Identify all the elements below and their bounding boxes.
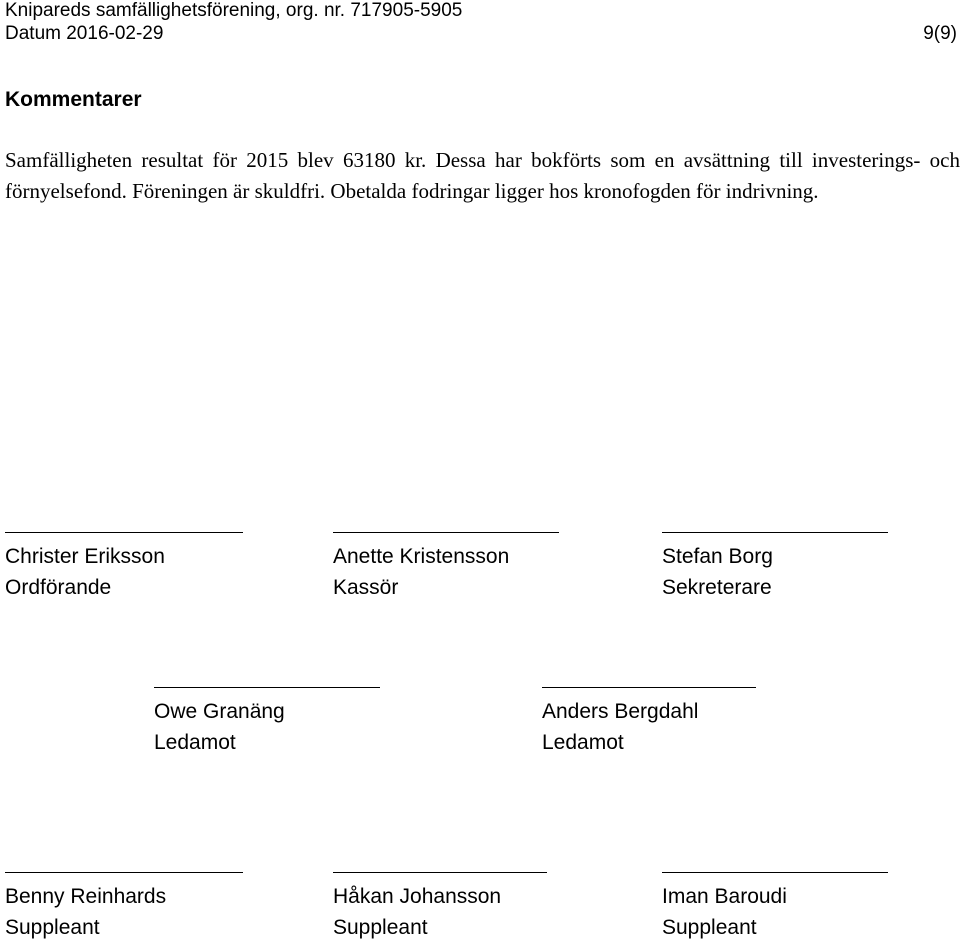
signature-line: [333, 872, 547, 873]
organization-header: Knipareds samfällighetsförening, org. nr. 717905-5905: [5, 0, 463, 21]
signatory-role: Ledamot: [154, 731, 236, 754]
signature-block: [542, 687, 756, 758]
signature-block: [154, 687, 380, 758]
signatory-role: Suppleant: [333, 916, 428, 939]
signature-block: [662, 532, 888, 603]
signatory-name: Iman Baroudi: [662, 885, 787, 908]
signature-block: [5, 532, 243, 603]
signature-line: [5, 872, 243, 873]
signature-block: [333, 532, 559, 603]
signatory-name: Christer Eriksson: [5, 545, 165, 568]
signatory-name: Benny Reinhards: [5, 885, 167, 908]
signatory-role: Sekreterare: [662, 576, 772, 599]
signatory-role: Kassör: [333, 576, 399, 599]
signatory-name: Anders Bergdahl: [542, 700, 699, 723]
signatory-role: Ordförande: [5, 576, 112, 599]
signatory-name: Stefan Borg: [662, 545, 773, 568]
signatory-role: Suppleant: [5, 916, 100, 939]
comment-paragraph: Samfälligheten resultat för 2015 blev 63180 kr. Dessa har bokförts som en avsättning till investerings- och förnyelsefond. Föreningen är skuldfri. Obetalda fodringar ligger hos kronofogden för indrivning.: [5, 148, 960, 203]
signatory-role: Suppleant: [662, 916, 757, 939]
signature-line: [662, 532, 888, 533]
signature-line: [333, 532, 559, 533]
section-heading: Kommentarer: [5, 88, 142, 111]
signature-line: [5, 532, 243, 533]
signatory-name: Håkan Johansson: [333, 885, 502, 908]
signature-block: [662, 872, 888, 943]
signature-line: [154, 687, 380, 688]
signatory-name: Owe Granäng: [154, 700, 285, 723]
signature-line: [542, 687, 756, 688]
signatory-role: Ledamot: [542, 731, 624, 754]
signatory-name: Anette Kristensson: [333, 545, 510, 568]
signature-line: [662, 872, 888, 873]
signature-block: [333, 872, 547, 943]
page-number: 9(9): [923, 23, 957, 44]
signature-block: [5, 872, 243, 943]
document-date: Datum 2016-02-29: [5, 23, 164, 44]
